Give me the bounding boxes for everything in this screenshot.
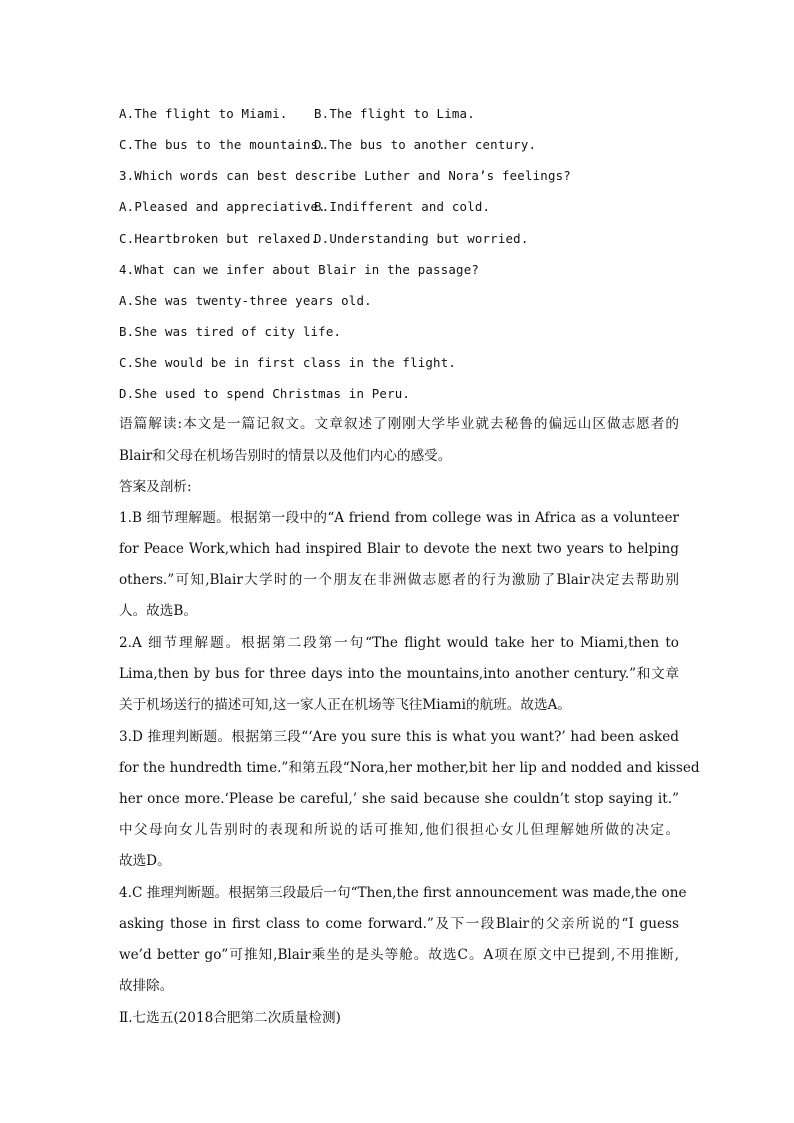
answer-2-line2: Lima,then by bus for three days into the mountains,into another century.”和文章: [119, 666, 679, 682]
q3-option-b: B.Indifferent and cold.: [314, 199, 491, 214]
q2-option-d: D.The bus to another century.: [314, 137, 537, 152]
q4-stem: 4.What can we infer about Blair in the passage?: [119, 262, 480, 277]
q3-options-row2: [119, 231, 679, 247]
reading-notes-line2: Blair和父母在机场告别时的情景以及他们内心的感受。: [119, 448, 452, 464]
answer-2-line3: 关于机场送行的描述可知,这一家人正在机场等飞往Miami的航班。故选A。: [119, 697, 571, 713]
answer-1-line1: 1.B 细节理解题。根据第一段中的“A friend from college was in Africa as a volunteer: [119, 510, 679, 526]
q3-option-c: C.Heartbroken but relaxed.: [119, 231, 319, 246]
answer-3-line1: 3.D 推理判断题。根据第三段“‘Are you sure this is what you want?’ had been asked: [119, 729, 679, 745]
q4-option-a: A.She was twenty-three years old.: [119, 293, 372, 308]
q4-option-b: B.She was tired of city life.: [119, 324, 342, 339]
reading-notes-line1: 语篇解读:本文是一篇记叙文。文章叙述了刚刚大学毕业就去秘鲁的偏远山区做志愿者的: [119, 416, 679, 432]
q3-option-a: A.Pleased and appreciative.: [119, 199, 326, 214]
answer-3-line2: for the hundredth time.”和第五段“Nora,her mother,bit her lip and nodded and kissed: [119, 760, 700, 776]
q3-options-row1: [119, 199, 679, 215]
q2-option-c: C.The bus to the mountains.: [119, 137, 326, 152]
answer-4-line4: 故排除。: [119, 978, 174, 994]
q4-option-d: D.She used to spend Christmas in Peru.: [119, 386, 411, 401]
answer-3-line3: her once more.‘Please be careful,’ she said because she couldn’t stop saying it.”: [119, 791, 679, 807]
answer-1-line2: for Peace Work,which had inspired Blair to devote the next two years to helping: [119, 541, 679, 557]
answer-1-line4: 人。故选B。: [119, 603, 197, 619]
answer-4-line2: asking those in first class to come forward.”及下一段Blair的父亲所说的“I guess: [119, 916, 679, 932]
answer-3-line4: 中父母向女儿告别时的表现和所说的话可推知,他们很担心女儿但理解她所做的决定。: [119, 822, 679, 838]
answer-1-line3: others.”可知,Blair大学时的一个朋友在非洲做志愿者的行为激励了Blair决定去帮助别: [119, 572, 679, 588]
q2-option-a: A.The flight to Miami.: [119, 106, 288, 121]
answer-3-line5: 故选D。: [119, 853, 171, 869]
q2-option-b: B.The flight to Lima.: [314, 106, 475, 121]
q2-options-row1: [119, 106, 679, 122]
next-section-title: Ⅱ.七选五(2018合肥第二次质量检测): [119, 1010, 341, 1026]
q4-option-c: C.She would be in first class in the flight.: [119, 355, 457, 370]
answer-2-line1: 2.A 细节理解题。根据第二段第一句“The flight would take her to Miami,then to: [119, 635, 679, 651]
answers-heading: 答案及剖析:: [119, 479, 192, 495]
q3-option-d: D.Understanding but worried.: [314, 231, 529, 246]
answer-4-line1: 4.C 推理判断题。根据第三段最后一句“Then,the first announcement was made,the one: [119, 885, 687, 901]
q3-stem: 3.Which words can best describe Luther and Nora’s feelings?: [119, 168, 571, 183]
q2-options-row2: [119, 137, 679, 153]
answer-4-line3: we’d better go”可推知,Blair乘坐的是头等舱。故选C。A项在原文中已提到,不用推断,: [119, 947, 679, 963]
